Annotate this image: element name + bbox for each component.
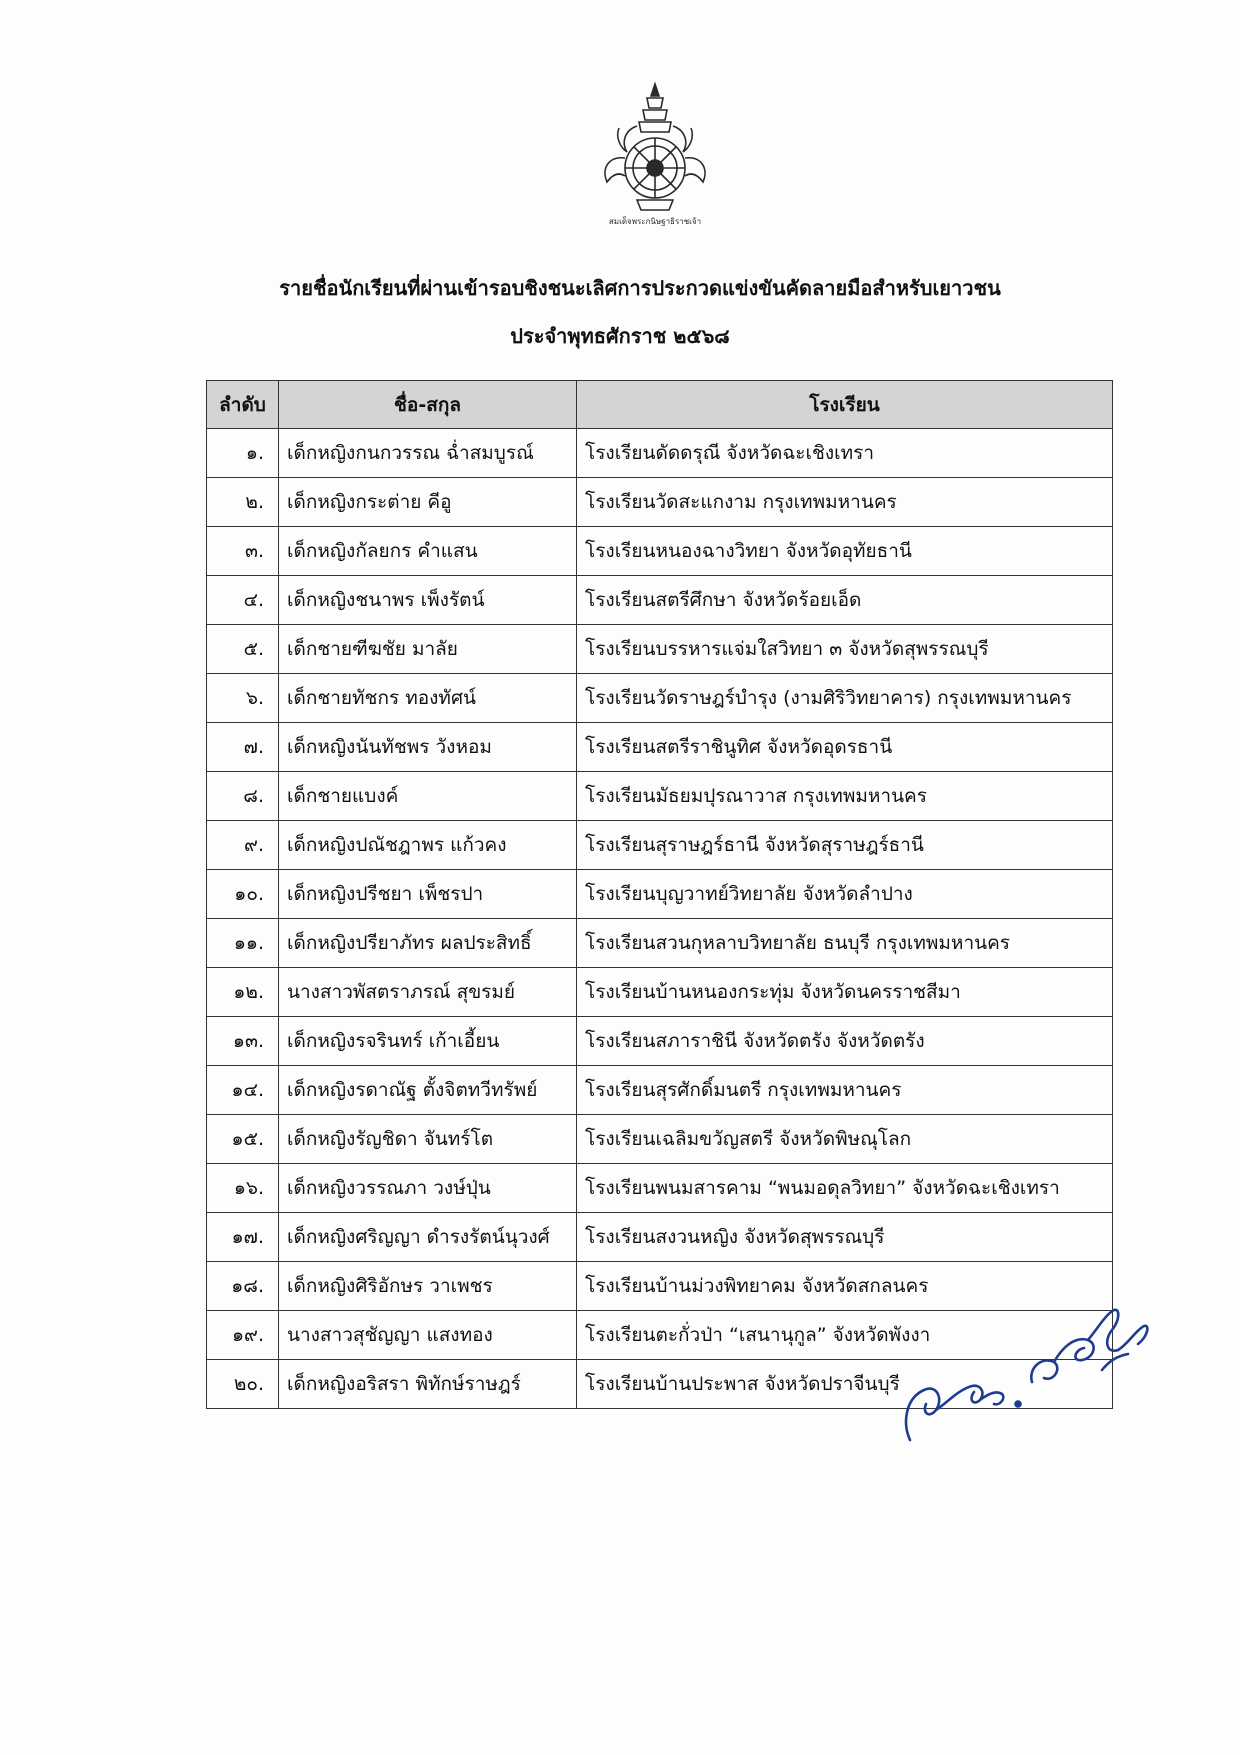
row-school: โรงเรียนบุญวาทย์วิทยาลัย จังหวัดลำปาง — [577, 870, 1113, 919]
table-row — [207, 1164, 1113, 1213]
row-school: โรงเรียนบ้านหนองกระทุ่ม จังหวัดนครราชสีมา — [577, 968, 1113, 1017]
header-no: ลำดับ — [207, 381, 279, 429]
row-name: เด็กหญิงปรีชยา เพ็ชรปา — [279, 870, 577, 919]
table-header-row — [207, 381, 1113, 429]
row-name: เด็กหญิงรดาณัฐ ตั้งจิตทวีทรัพย์ — [279, 1066, 577, 1115]
table-row — [207, 429, 1113, 478]
row-school: โรงเรียนสตรีศึกษา จังหวัดร้อยเอ็ด — [577, 576, 1113, 625]
row-school: โรงเรียนวัดราษฎร์บำรุง (งามศิริวิทยาคาร) กรุงเทพมหานคร — [577, 674, 1113, 723]
row-no: ๑๒. — [207, 968, 279, 1017]
row-no: ๑๖. — [207, 1164, 279, 1213]
table-row — [207, 527, 1113, 576]
row-school: โรงเรียนสงวนหญิง จังหวัดสุพรรณบุรี — [577, 1213, 1113, 1262]
table-row — [207, 723, 1113, 772]
row-name: เด็กหญิงนันทัชพร วังหอม — [279, 723, 577, 772]
row-no: ๗. — [207, 723, 279, 772]
row-school: โรงเรียนบ้านม่วงพิทยาคม จังหวัดสกลนคร — [577, 1262, 1113, 1311]
row-school: โรงเรียนดัดดรุณี จังหวัดฉะเชิงเทรา — [577, 429, 1113, 478]
finalist-table — [206, 380, 1113, 1409]
row-school: โรงเรียนตะกั่วป่า “เสนานุกูล” จังหวัดพังงา — [577, 1311, 1113, 1360]
row-no: ๒๐. — [207, 1360, 279, 1409]
table-row — [207, 1115, 1113, 1164]
row-no: ๔. — [207, 576, 279, 625]
table-row — [207, 478, 1113, 527]
row-name: เด็กหญิงรัญชิดา จันทร์โต — [279, 1115, 577, 1164]
row-no: ๑๑. — [207, 919, 279, 968]
row-no: ๑๗. — [207, 1213, 279, 1262]
table-row — [207, 576, 1113, 625]
row-name: เด็กชายทัชกร ทองทัศน์ — [279, 674, 577, 723]
table-row — [207, 625, 1113, 674]
row-no: ๕. — [207, 625, 279, 674]
table-row — [207, 821, 1113, 870]
row-no: ๑๙. — [207, 1311, 279, 1360]
row-school: โรงเรียนสุราษฎร์ธานี จังหวัดสุราษฎร์ธานี — [577, 821, 1113, 870]
row-name: เด็กหญิงศริญญา ดำรงรัตน์นุวงศ์ — [279, 1213, 577, 1262]
table-row — [207, 968, 1113, 1017]
row-name: เด็กหญิงปรียาภัทร ผลประสิทธิ์ — [279, 919, 577, 968]
row-school: โรงเรียนสวนกุหลาบวิทยาลัย ธนบุรี กรุงเทพมหานคร — [577, 919, 1113, 968]
table-row — [207, 919, 1113, 968]
row-no: ๑๕. — [207, 1115, 279, 1164]
table-row — [207, 772, 1113, 821]
table-row — [207, 870, 1113, 919]
row-name: เด็กหญิงอริสรา พิทักษ์ราษฎร์ — [279, 1360, 577, 1409]
row-no: ๑๐. — [207, 870, 279, 919]
row-no: ๑๔. — [207, 1066, 279, 1115]
row-school: โรงเรียนบ้านประพาส จังหวัดปราจีนบุรี — [577, 1360, 1113, 1409]
document-title: รายชื่อนักเรียนที่ผ่านเข้ารอบชิงชนะเลิศการประกวดแข่งขันคัดลายมือสำหรับเยาวชน — [279, 276, 1001, 300]
row-school: โรงเรียนเฉลิมขวัญสตรี จังหวัดพิษณุโลก — [577, 1115, 1113, 1164]
row-name: เด็กหญิงวรรณภา วงษ์ปุ่น — [279, 1164, 577, 1213]
table-row — [207, 1213, 1113, 1262]
row-no: ๑. — [207, 429, 279, 478]
royal-emblem-icon — [585, 78, 725, 228]
header-name: ชื่อ-สกุล — [279, 381, 577, 429]
emblem-caption: สมเด็จพระกนิษฐาธิราชเจ้า — [608, 217, 702, 226]
row-school: โรงเรียนมัธยมปุรณาวาส กรุงเทพมหานคร — [577, 772, 1113, 821]
row-school: โรงเรียนบรรหารแจ่มใสวิทยา ๓ จังหวัดสุพรรณบุรี — [577, 625, 1113, 674]
header-school: โรงเรียน — [577, 381, 1113, 429]
row-no: ๖. — [207, 674, 279, 723]
row-name: นางสาวพัสตราภรณ์ สุขรมย์ — [279, 968, 577, 1017]
row-name: เด็กหญิงศิริอักษร วาเพชร — [279, 1262, 577, 1311]
row-school: โรงเรียนสภาราชินี จังหวัดตรัง จังหวัดตรัง — [577, 1017, 1113, 1066]
row-name: เด็กหญิงปณัชฎาพร แก้วคง — [279, 821, 577, 870]
row-school: โรงเรียนพนมสารคาม “พนมอดุลวิทยา” จังหวัดฉะเชิงเทรา — [577, 1164, 1113, 1213]
row-name: เด็กหญิงรจรินทร์ เก้าเอี้ยน — [279, 1017, 577, 1066]
row-name: เด็กชายแบงค์ — [279, 772, 577, 821]
handwritten-signature-icon — [892, 1290, 1162, 1450]
row-school: โรงเรียนวัดสะแกงาม กรุงเทพมหานคร — [577, 478, 1113, 527]
row-name: เด็กหญิงกนกวรรณ ฉ่ำสมบูรณ์ — [279, 429, 577, 478]
row-school: โรงเรียนหนองฉางวิทยา จังหวัดอุทัยธานี — [577, 527, 1113, 576]
table-row — [207, 674, 1113, 723]
row-no: ๑๘. — [207, 1262, 279, 1311]
row-name: เด็กหญิงกัลยกร คำแสน — [279, 527, 577, 576]
row-school: โรงเรียนสุรศักดิ์มนตรี กรุงเทพมหานคร — [577, 1066, 1113, 1115]
row-no: ๒. — [207, 478, 279, 527]
table-row — [207, 1066, 1113, 1115]
row-no: ๓. — [207, 527, 279, 576]
row-no: ๘. — [207, 772, 279, 821]
row-school: โรงเรียนสตรีราชินูทิศ จังหวัดอุดรธานี — [577, 723, 1113, 772]
row-name: นางสาวสุชัญญา แสงทอง — [279, 1311, 577, 1360]
row-no: ๙. — [207, 821, 279, 870]
row-name: เด็กหญิงกระต่าย คีอู — [279, 478, 577, 527]
row-no: ๑๓. — [207, 1017, 279, 1066]
table-row — [207, 1017, 1113, 1066]
row-name: เด็กหญิงชนาพร เพ็งรัตน์ — [279, 576, 577, 625]
row-name: เด็กชายฑีฆชัย มาลัย — [279, 625, 577, 674]
document-subtitle: ประจำพุทธศักราช ๒๕๖๘ — [510, 324, 730, 348]
